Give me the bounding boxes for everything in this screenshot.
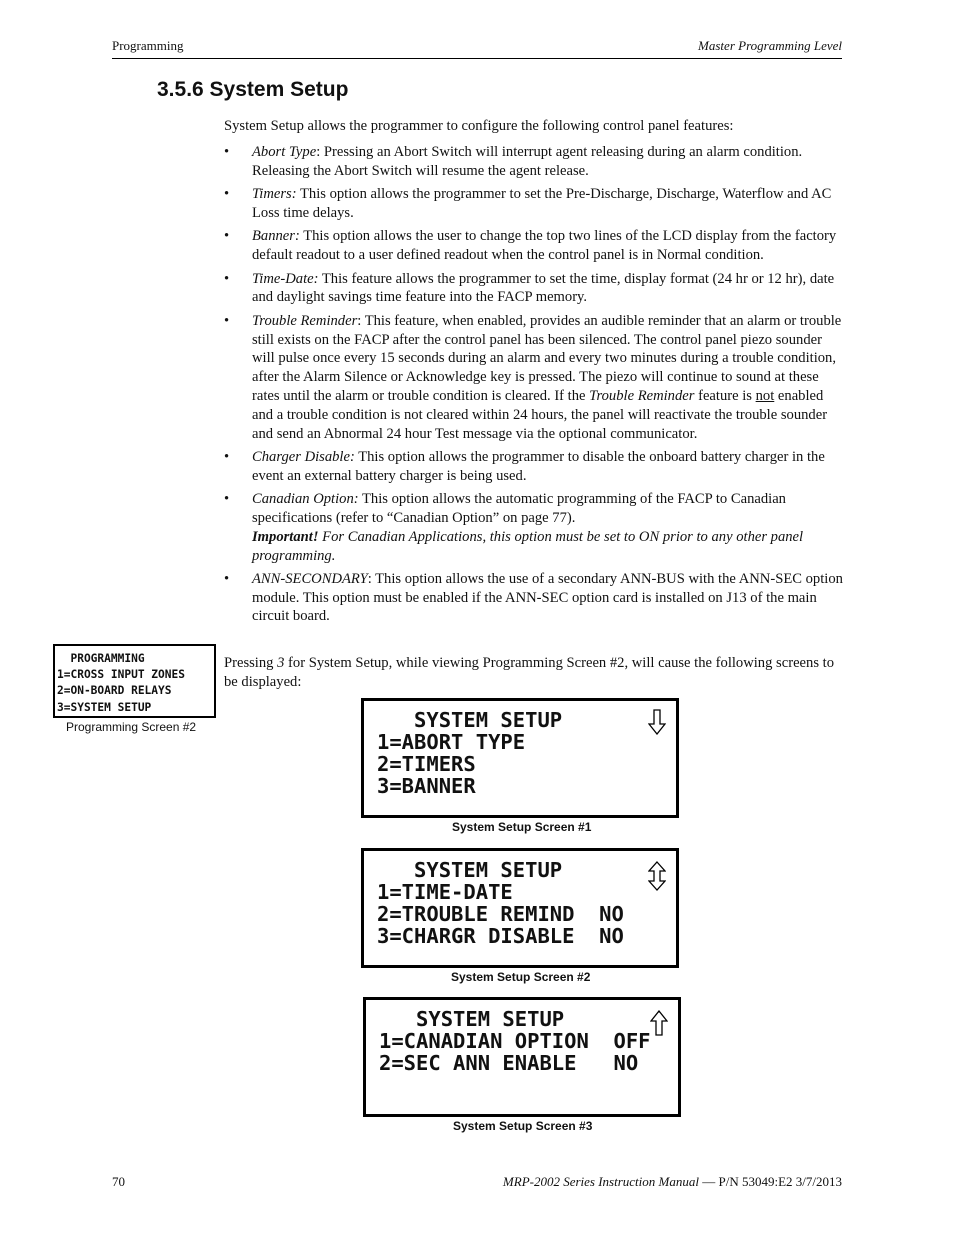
list-item-canadian-option: • Canadian Option: This option allows the automatic programming of the FACP to Canadian specifications (refer to “Canadian Option” on page 77). Important! For Canadian Applications, this option must be set to ON prior to any other panel programming.	[224, 491, 804, 564]
system-setup-screen-1-display	[361, 698, 679, 818]
bullet-icon: •	[224, 186, 230, 203]
footer-manual-reference: MRP-2002 Series Instruction Manual — P/N 53049:E2 3/7/2013	[502, 1174, 842, 1189]
system-setup-screen-3-display	[363, 997, 681, 1117]
running-header-left: Programming	[112, 38, 184, 53]
intro-paragraph: System Setup allows the programmer to configure the following control panel features:	[224, 118, 734, 134]
list-item-abort-type: • Abort Type: Pressing an Abort Switch will interrupt agent releasing during an alarm condition. Releasing the Abort Switch will resume the agent release.	[224, 144, 803, 179]
header-rule	[112, 58, 842, 59]
bullet-icon: •	[224, 312, 230, 329]
bullet-icon: •	[224, 570, 230, 587]
page-number: 70	[112, 1174, 125, 1189]
screen-3-caption: System Setup Screen #3	[453, 1119, 593, 1133]
bullet-icon: •	[224, 144, 230, 160]
important-label: Important!	[252, 528, 319, 545]
list-item-banner: • Banner: This option allows the user to change the top two lines of the LCD display from the factory default readout to a user defined readout when the control panel is in Normal condition.	[224, 228, 837, 264]
screen-1-caption: System Setup Screen #1	[452, 820, 592, 834]
lcd-line: 3=BANNER	[377, 774, 476, 798]
lcd-line: 2=SEC ANN ENABLE NO	[379, 1051, 639, 1075]
bullet-icon: •	[224, 491, 230, 508]
feature-list	[224, 143, 844, 631]
lcd-line: SYSTEM SETUP	[377, 858, 563, 882]
programming-screen-caption: Programming Screen #2	[66, 720, 197, 734]
programming-screen-2-display	[53, 644, 216, 718]
bullet-icon: •	[224, 228, 230, 245]
list-item-timers: • Timers: This option allows the programmer to set the Pre-Discharge, Discharge, Waterflow and AC Loss time delays.	[224, 186, 832, 221]
lcd-line: 1=CANADIAN OPTION OFF	[379, 1029, 651, 1053]
running-header-right: Master Programming Level	[698, 38, 842, 53]
down-arrow-icon	[648, 709, 666, 735]
lcd-line: SYSTEM SETUP	[377, 708, 563, 732]
lcd-line: 2=ON-BOARD RELAYS	[57, 684, 172, 698]
lcd-line: SYSTEM SETUP	[379, 1007, 565, 1031]
pressing-paragraph: Pressing 3 for System Setup, while viewing Programming Screen #2, will cause the following screens to be displayed:	[224, 655, 835, 690]
list-item-time-date: • Time-Date: This feature allows the programmer to set the time, display format (24 hr or 12 hr), date and daylight savings time feature into the FACP memory.	[224, 270, 835, 306]
lcd-line: PROGRAMMING	[57, 652, 145, 665]
screen-2-caption: System Setup Screen #2	[451, 970, 591, 984]
list-item-trouble-reminder: • Trouble Reminder: This feature, when enabled, provides an audible reminder that an alarm or trouble still exists on the FACP after the control panel has been silenced. The control panel piezo sounder will pulse once every 15 seconds during an alarm and every two minutes during a trouble condition, after the Alarm Silence or Acknowledge key is pressed. The piezo will continue to sound at these rates until the alarm or trouble condition is cleared. If the Trouble Reminder feature is not enabled and a trouble condition is not cleared within 24 hours, the panel will reactivate the trouble sounder and send an Abnormal 24 hour Test message via the optional communicator.	[224, 312, 842, 442]
system-setup-screen-2-display	[361, 848, 679, 968]
bullet-icon: •	[224, 448, 230, 465]
lcd-line: 3=CHARGR DISABLE NO	[377, 924, 624, 948]
lcd-line: 1=TIME-DATE	[377, 880, 513, 904]
list-item-charger-disable: • Charger Disable: This option allows the programmer to disable the onboard battery charger in the event an external battery charger is being used.	[224, 448, 825, 484]
bullet-icon: •	[224, 270, 230, 287]
up-down-arrow-icon	[648, 861, 666, 891]
lcd-line: 1=ABORT TYPE	[377, 730, 526, 754]
lcd-line: 1=CROSS INPUT ZONES	[57, 668, 185, 682]
up-arrow-icon	[650, 1010, 668, 1036]
section-title: 3.5.6 System Setup	[157, 78, 349, 101]
lcd-line: 3=SYSTEM SETUP	[57, 700, 152, 714]
lcd-line: 2=TROUBLE REMIND NO	[377, 902, 624, 926]
important-note: For Canadian Applications, this option must be set to ON prior to any other panel programming.	[252, 528, 804, 564]
list-item-ann-secondary: • ANN-SECONDARY: This option allows the use of a secondary ANN-BUS with the ANN-SEC option module. This option must be enabled if the ANN-SEC option card is installed on J13 of the main circuit board.	[224, 570, 843, 625]
lcd-line: 2=TIMERS	[377, 752, 476, 776]
